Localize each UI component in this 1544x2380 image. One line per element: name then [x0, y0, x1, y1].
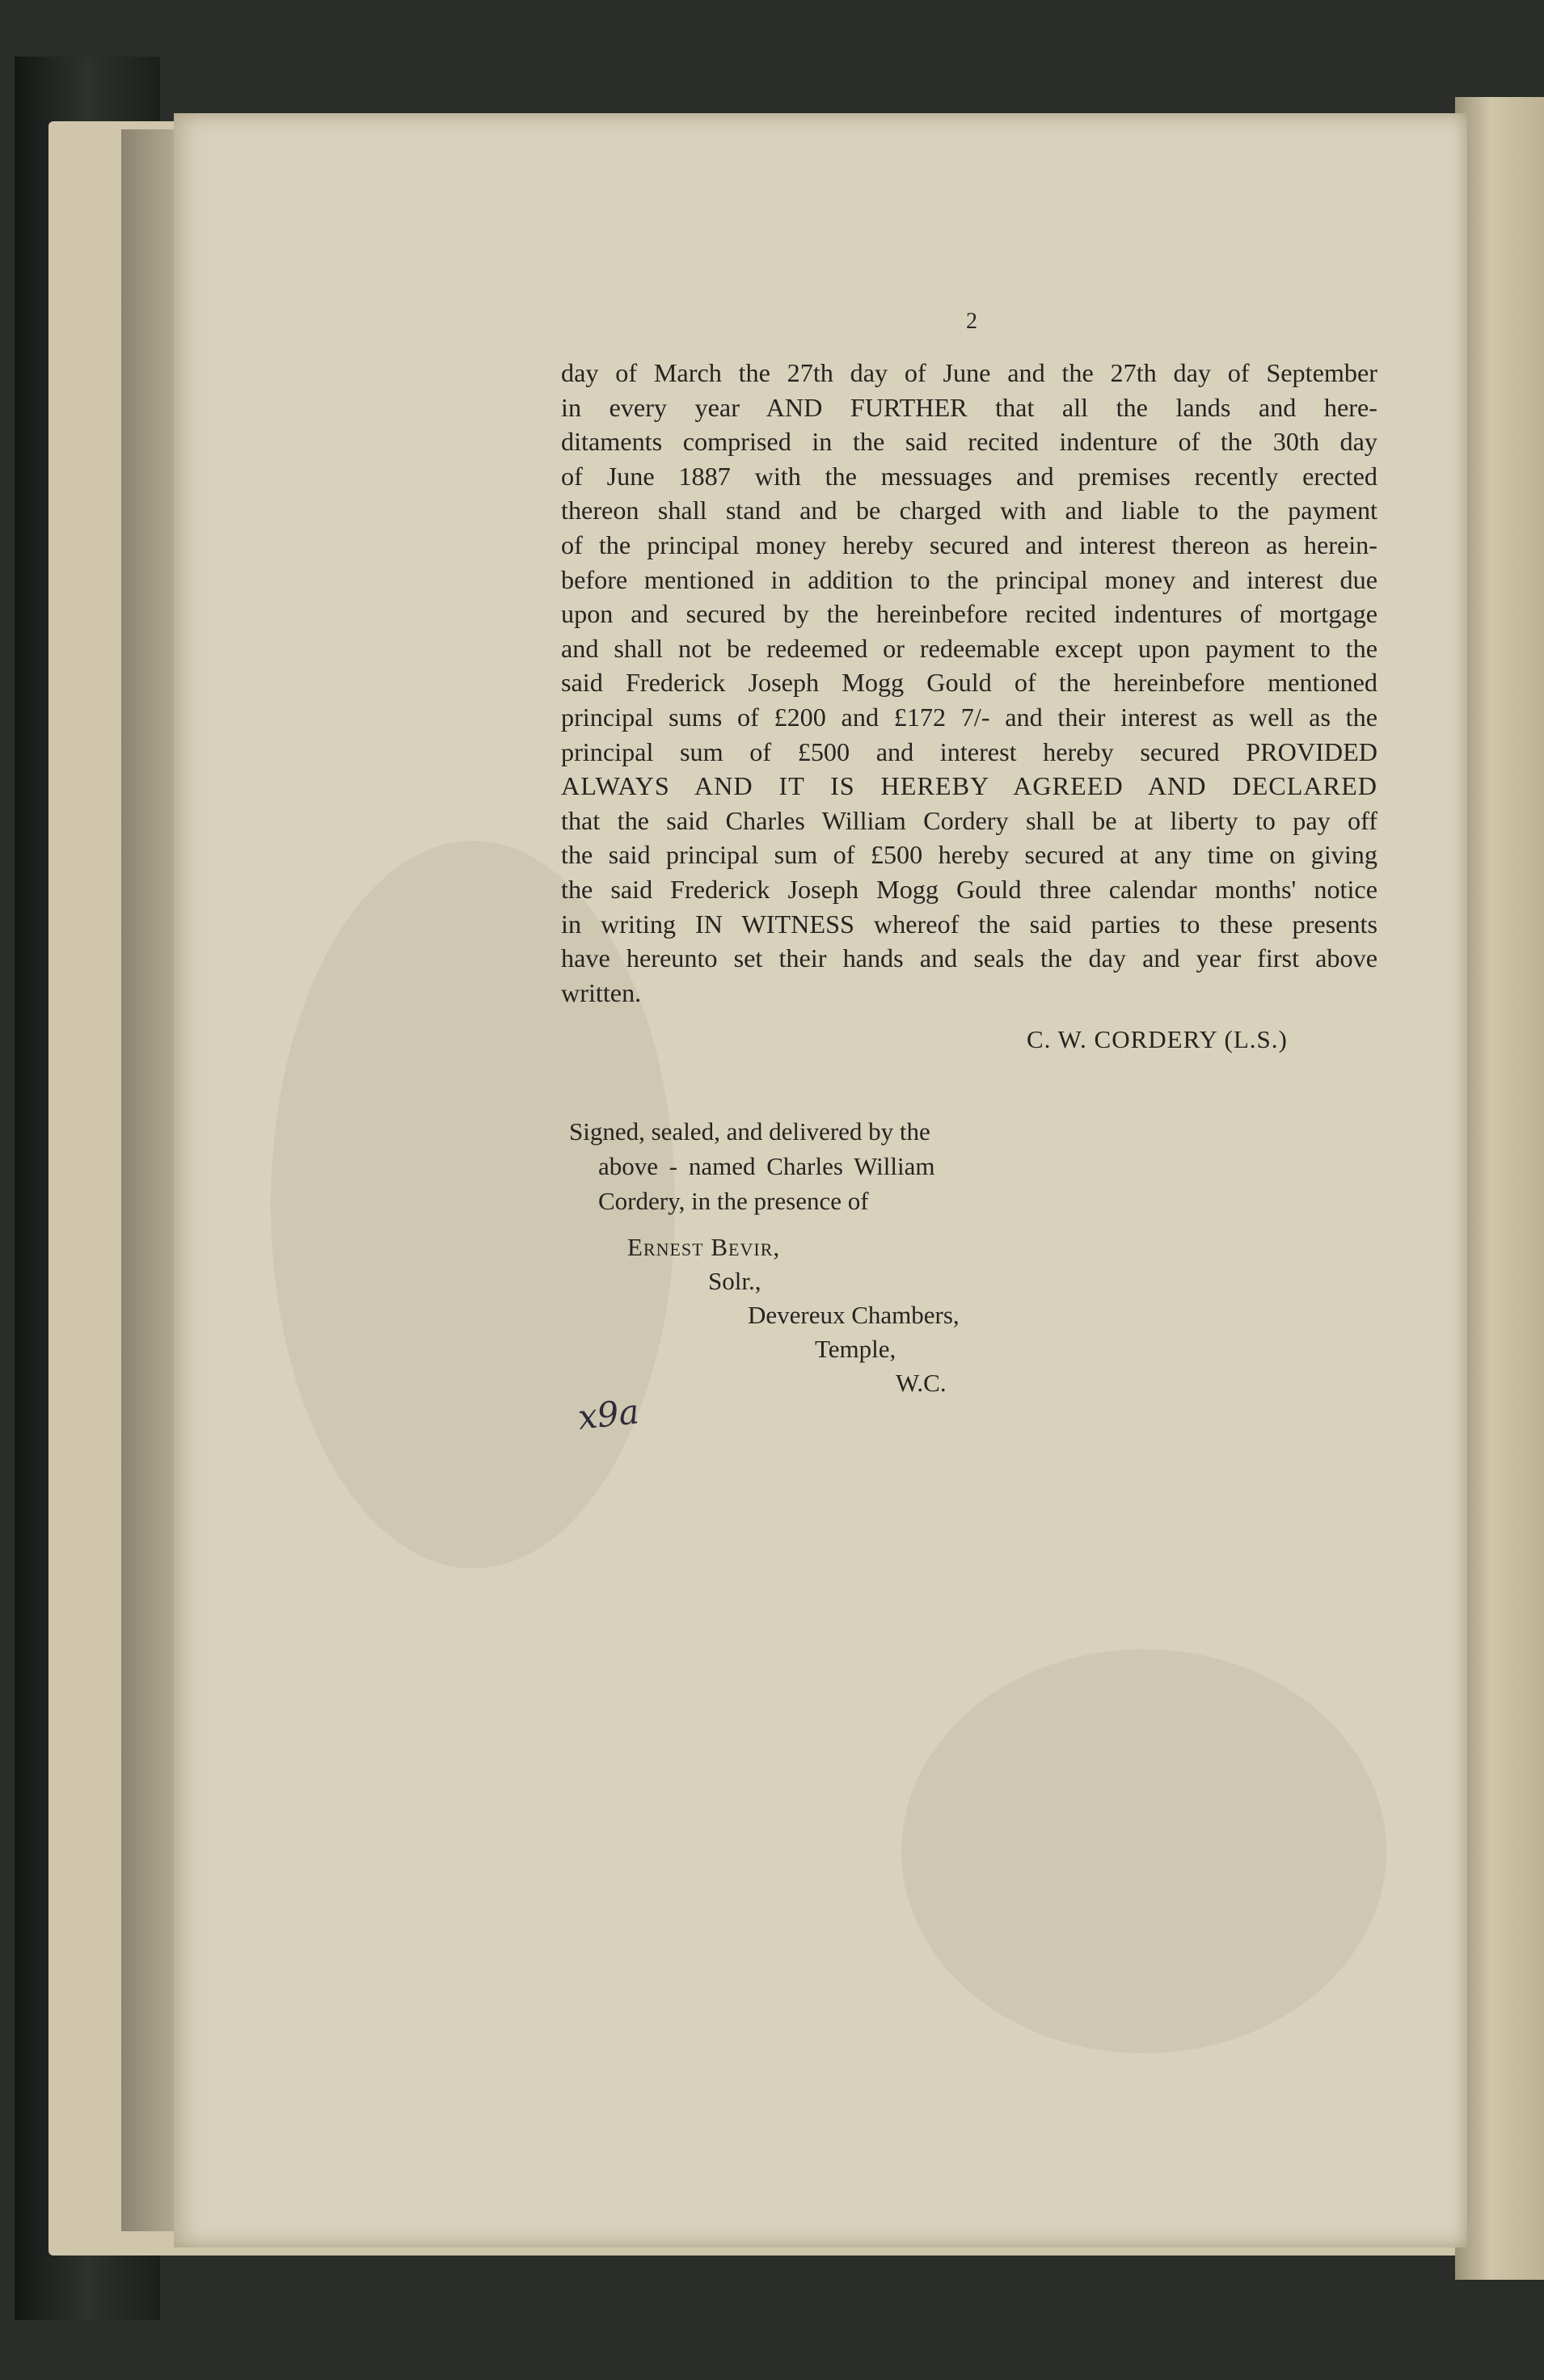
text-line: of the principal money hereby secured and interest thereon as herein-: [561, 530, 1377, 559]
text-line: and shall not be redeemed or redeemable except upon payment to the: [561, 633, 1377, 663]
attestation-line: Cordery, in the presence of: [598, 1187, 869, 1215]
text-line: ditaments comprised in the said recited indenture of the 30th day: [561, 427, 1377, 457]
text-line: ALWAYS AND IT IS HEREBY AGREED AND DECLARED: [561, 771, 1377, 801]
facing-page-edge: [1455, 97, 1544, 2280]
attestation-line: Signed, sealed, and delivered by the: [569, 1117, 930, 1146]
witness-title: Solr.,: [708, 1267, 761, 1295]
paper-stain: [901, 1649, 1386, 2053]
witness-name: Ernest Bevir,: [627, 1233, 781, 1261]
text-line: the said principal sum of £500 hereby secured at any time on giving: [561, 840, 1377, 870]
witness-address: W.C.: [896, 1369, 947, 1397]
attestation-line: above - named Charles William: [598, 1152, 935, 1180]
deed-body-text: [561, 356, 1377, 1010]
witness-address: Devereux Chambers,: [748, 1301, 960, 1329]
text-line: that the said Charles William Cordery shall be at liberty to pay off: [561, 805, 1377, 835]
text-line: thereon shall stand and be charged with and liable to the payment: [561, 496, 1377, 525]
text-line: in writing IN WITNESS whereof the said parties to these presents: [561, 909, 1377, 939]
text-line: principal sum of £500 and interest hereby secured PROVIDED: [561, 736, 1377, 766]
signature-block: C. W. CORDERY (L.S.): [1027, 1025, 1288, 1053]
text-line: of June 1887 with the messuages and premises recently erected: [561, 461, 1377, 491]
handwritten-annotation: x9a: [576, 1391, 641, 1437]
text-line: day of March the 27th day of June and the 27th day of September: [561, 358, 1377, 387]
text-line: upon and secured by the hereinbefore recited indentures of mortgage: [561, 599, 1377, 629]
text-line: written.: [561, 977, 642, 1007]
witness-address: Temple,: [815, 1335, 896, 1363]
page-number: 2: [966, 309, 977, 334]
text-line: the said Frederick Joseph Mogg Gould three calendar months' notice: [561, 874, 1377, 904]
text-line: have hereunto set their hands and seals the day and year first above: [561, 943, 1377, 973]
text-line: said Frederick Joseph Mogg Gould of the hereinbefore mentioned: [561, 668, 1377, 698]
text-line: before mentioned in addition to the principal money and interest due: [561, 564, 1377, 594]
text-line: principal sums of £200 and £172 7/- and their interest as well as the: [561, 702, 1377, 732]
text-line: in every year AND FURTHER that all the lands and here-: [561, 392, 1377, 422]
